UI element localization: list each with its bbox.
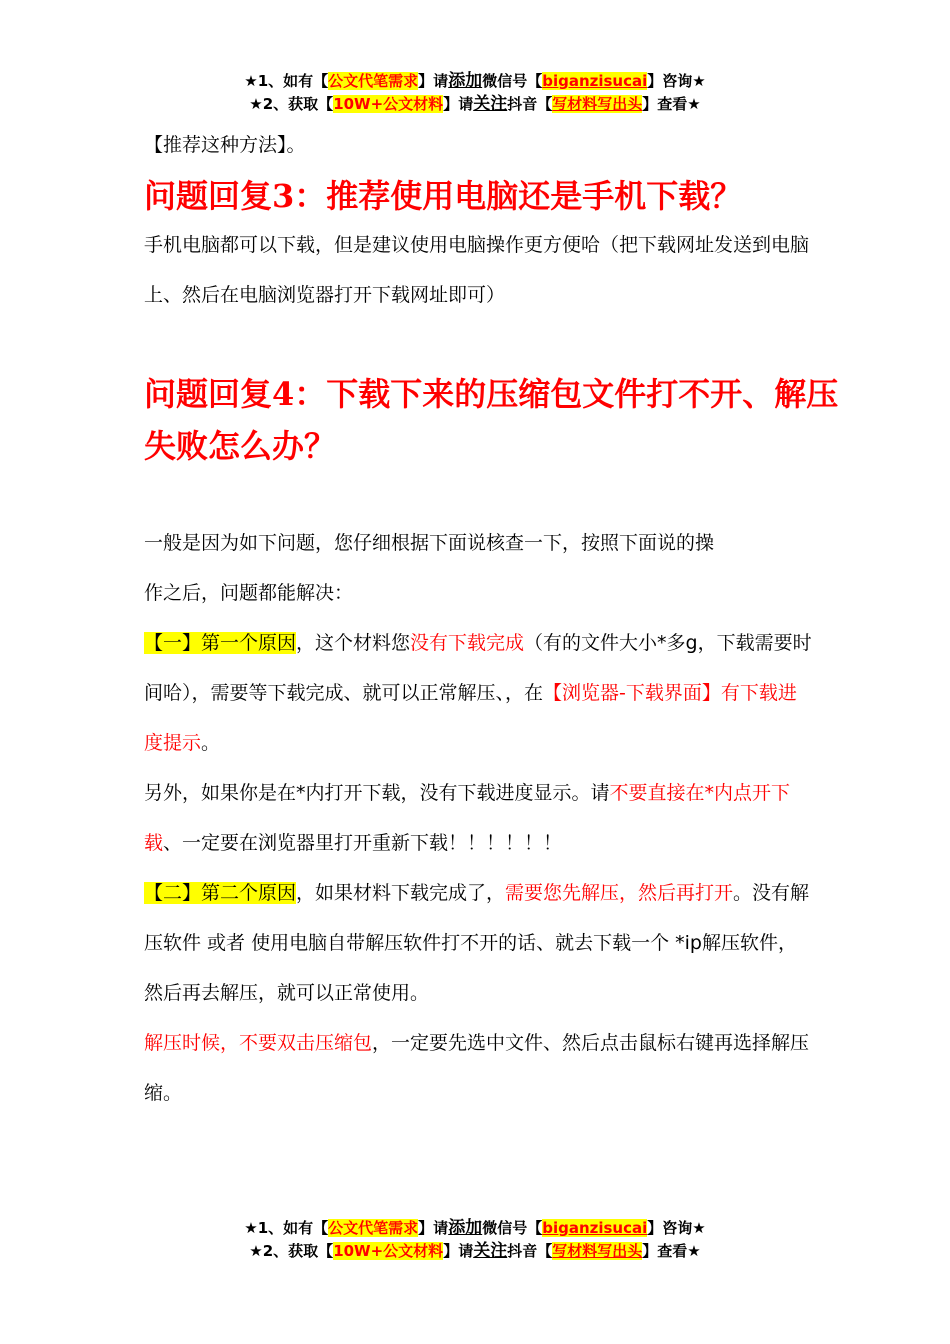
text: 【推荐这种方法】。 — [144, 134, 306, 156]
banner-line-2 — [0, 1240, 950, 1263]
highlight-materials: 10W+公文材料 — [333, 1242, 444, 1260]
heading-q4: 问题回复4：下载下来的压缩包文件打不开、解压失败怎么办？ — [144, 375, 839, 465]
text: ，如果材料下载完成了， — [296, 882, 506, 904]
paragraph-q3-answer — [144, 220, 814, 320]
emphasis-red: 【浏览器-下载界面】有下载进度提示 — [144, 682, 797, 754]
text: 。没有解压软件 或者 使用电脑自带解压软件打不开的话、就去下载一个 *ip解压软件，然后再去解压，就可以正常使用。 — [144, 882, 810, 1004]
text: （有的文件大小*多g，下载需要时间哈），需要等下载完成、就可以正常解压、，在 — [144, 632, 812, 704]
reason-1 — [144, 618, 814, 768]
banner-text: 】咨询★ — [647, 72, 706, 90]
banner-text: 抖音【 — [507, 95, 553, 113]
heading-q3: 问题回复3：推荐使用电脑还是手机下载？ — [144, 177, 743, 215]
text: ，这个材料您 — [296, 632, 411, 654]
paragraph-tip — [144, 1018, 814, 1118]
banner-emphasis: 添加 — [448, 1218, 483, 1238]
douyin-id: 写材料写出头 — [552, 95, 643, 113]
highlight-materials: 10W+公文材料 — [333, 95, 444, 113]
emphasis-red: 不要直接在*内点开下载 — [144, 782, 791, 854]
banner-emphasis: 关注 — [473, 94, 508, 114]
reason-1-label: 【一】第一个原因 — [144, 632, 297, 654]
banner-emphasis: 关注 — [473, 1241, 508, 1261]
banner-text: 】查看★ — [642, 1242, 701, 1260]
banner-text: ★2、获取【 — [249, 1242, 334, 1260]
emphasis-red: 需要您先解压，然后再打开 — [505, 882, 734, 904]
highlight-need: 公文代笔需求 — [328, 72, 419, 90]
text: 作之后，问题都能解决： — [144, 582, 354, 604]
emphasis-red: 没有下载完成 — [410, 632, 525, 654]
text: 另外，如果你是在*内打开下载，没有下载进度显示。请 — [144, 782, 610, 804]
banner-line-1 — [0, 1217, 950, 1240]
paragraph-q4-intro — [144, 518, 814, 1118]
banner-text: 】查看★ — [642, 95, 701, 113]
wechat-id: biganzisucai — [542, 72, 648, 90]
banner-text: ★1、如有【 — [244, 1219, 329, 1237]
text: ，一定要先选中文件、然后点击鼠标右键再选择解压缩。 — [144, 1032, 810, 1104]
douyin-id: 写材料写出头 — [552, 1242, 643, 1260]
banner-text: 】咨询★ — [647, 1219, 706, 1237]
highlight-need: 公文代笔需求 — [328, 1219, 419, 1237]
banner-text: 微信号【 — [482, 72, 543, 90]
header-banner — [0, 70, 950, 116]
reason-2-label: 【二】第二个原因 — [144, 882, 297, 904]
text: 。 — [201, 732, 221, 754]
banner-text: 】请 — [418, 72, 449, 90]
banner-text: 抖音【 — [507, 1242, 553, 1260]
banner-line-2 — [0, 93, 950, 116]
paragraph-other — [144, 768, 814, 868]
text: 、一定要在浏览器里打开重新下载！！！！！！ — [163, 832, 563, 854]
banner-text: 】请 — [443, 95, 474, 113]
reason-2 — [144, 868, 814, 1018]
emphasis-red: 解压时候，不要双击压缩包 — [144, 1032, 373, 1054]
banner-text: ★2、获取【 — [249, 95, 334, 113]
banner-line-1 — [0, 70, 950, 93]
banner-emphasis: 添加 — [448, 71, 483, 91]
text: 手机电脑都可以下载，但是建议使用电脑操作更方便哈（把下载网址发送到电脑上、然后在电脑浏览器打开下载网址即可） — [144, 234, 810, 306]
wechat-id: biganzisucai — [542, 1219, 648, 1237]
banner-text: 】请 — [418, 1219, 449, 1237]
banner-text: 】请 — [443, 1242, 474, 1260]
paragraph-recommend — [144, 120, 814, 170]
banner-text: ★1、如有【 — [244, 72, 329, 90]
footer-banner — [0, 1217, 950, 1263]
text: 一般是因为如下问题，您仔细根据下面说核查一下，按照下面说的操 — [144, 532, 715, 554]
banner-text: 微信号【 — [482, 1219, 543, 1237]
